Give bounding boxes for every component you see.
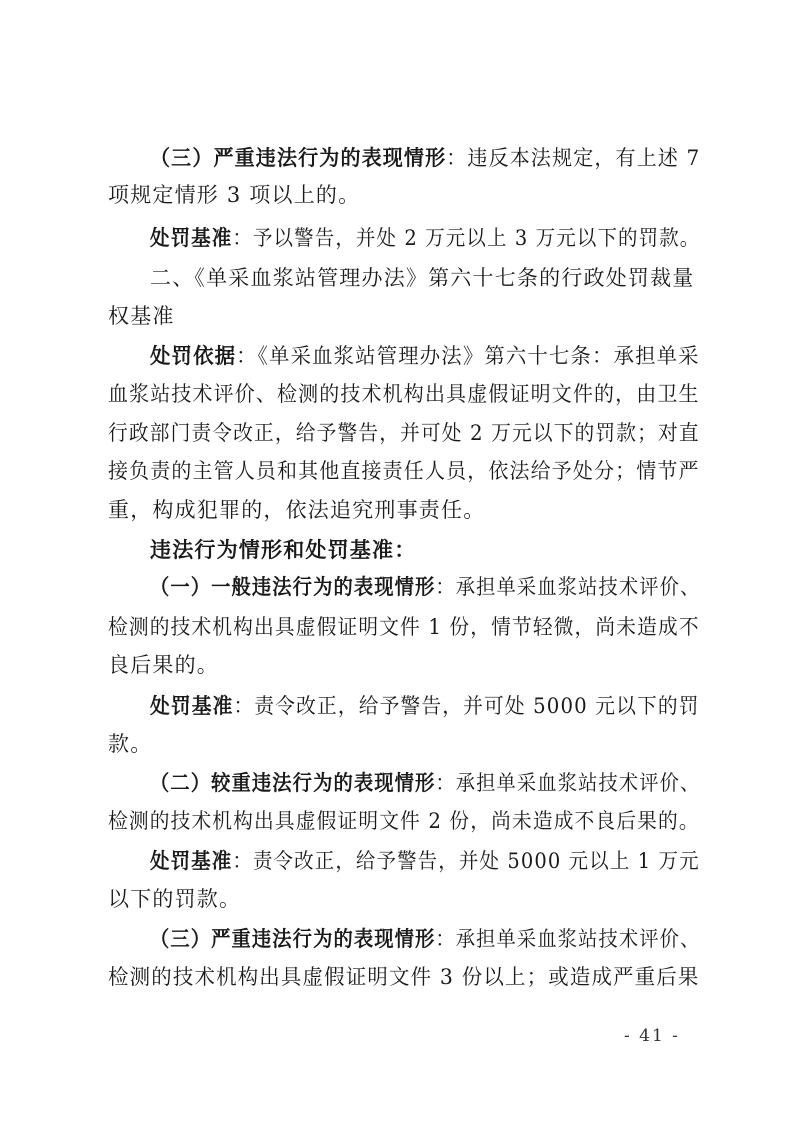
- text-line: 处罚基准：责令改正，给予警告，并可处 5000 元以下的罚: [150, 693, 700, 718]
- text-line: 处罚基准：予以警告，并处 2 万元以上 3 万元以下的罚款。: [150, 225, 701, 250]
- text-line: 项规定情形 3 项以上的。: [108, 183, 361, 207]
- subheading: 违法行为情形和处罚基准：: [150, 537, 417, 562]
- text-line: （一）一般违法行为的表现情形：承担单采血浆站技术评价、: [150, 574, 701, 599]
- text-line: 血浆站技术评价、检测的技术机构出具虚假证明文件的，由卫生: [108, 382, 700, 406]
- text-line: 检测的技术机构出具虚假证明文件 2 份，尚未造成不良后果的。: [108, 809, 700, 833]
- text-line: 接负责的主管人员和其他直接责任人员，依法给予处分；情节严: [108, 459, 700, 483]
- section-heading-cont: 权基准: [108, 304, 175, 328]
- text-line: （三）严重违法行为的表现情形：违反本法规定，有上述 7: [150, 145, 701, 170]
- text-line: 处罚基准：责令改正，给予警告，并处 5000 元以上 1 万元: [150, 848, 700, 873]
- text-line: 检测的技术机构出具虚假证明文件 3 份以上；或造成严重后果: [108, 965, 700, 989]
- text-line: 重，构成犯罪的，依法追究刑事责任。: [108, 498, 486, 522]
- text-line: 良后果的。: [108, 653, 219, 677]
- text-line: （三）严重违法行为的表现情形：承担单采血浆站技术评价、: [150, 926, 701, 951]
- text-line: 以下的罚款。: [108, 887, 242, 911]
- section-heading: 二、《单采血浆站管理办法》第六十七条的行政处罚裁量: [150, 266, 695, 290]
- text-line: 款。: [108, 732, 153, 756]
- text-line: （二）较重违法行为的表现情形：承担单采血浆站技术评价、: [150, 770, 701, 795]
- text-line: 处罚依据：《单采血浆站管理办法》第六十七条：承担单采: [150, 343, 700, 368]
- text-line: 行政部门责令改正，给予警告，并可处 2 万元以下的罚款；对直: [108, 421, 700, 445]
- page-number: - 41 -: [624, 1026, 680, 1046]
- text-line: 检测的技术机构出具虚假证明文件 1 份，情节轻微，尚未造成不: [108, 615, 700, 639]
